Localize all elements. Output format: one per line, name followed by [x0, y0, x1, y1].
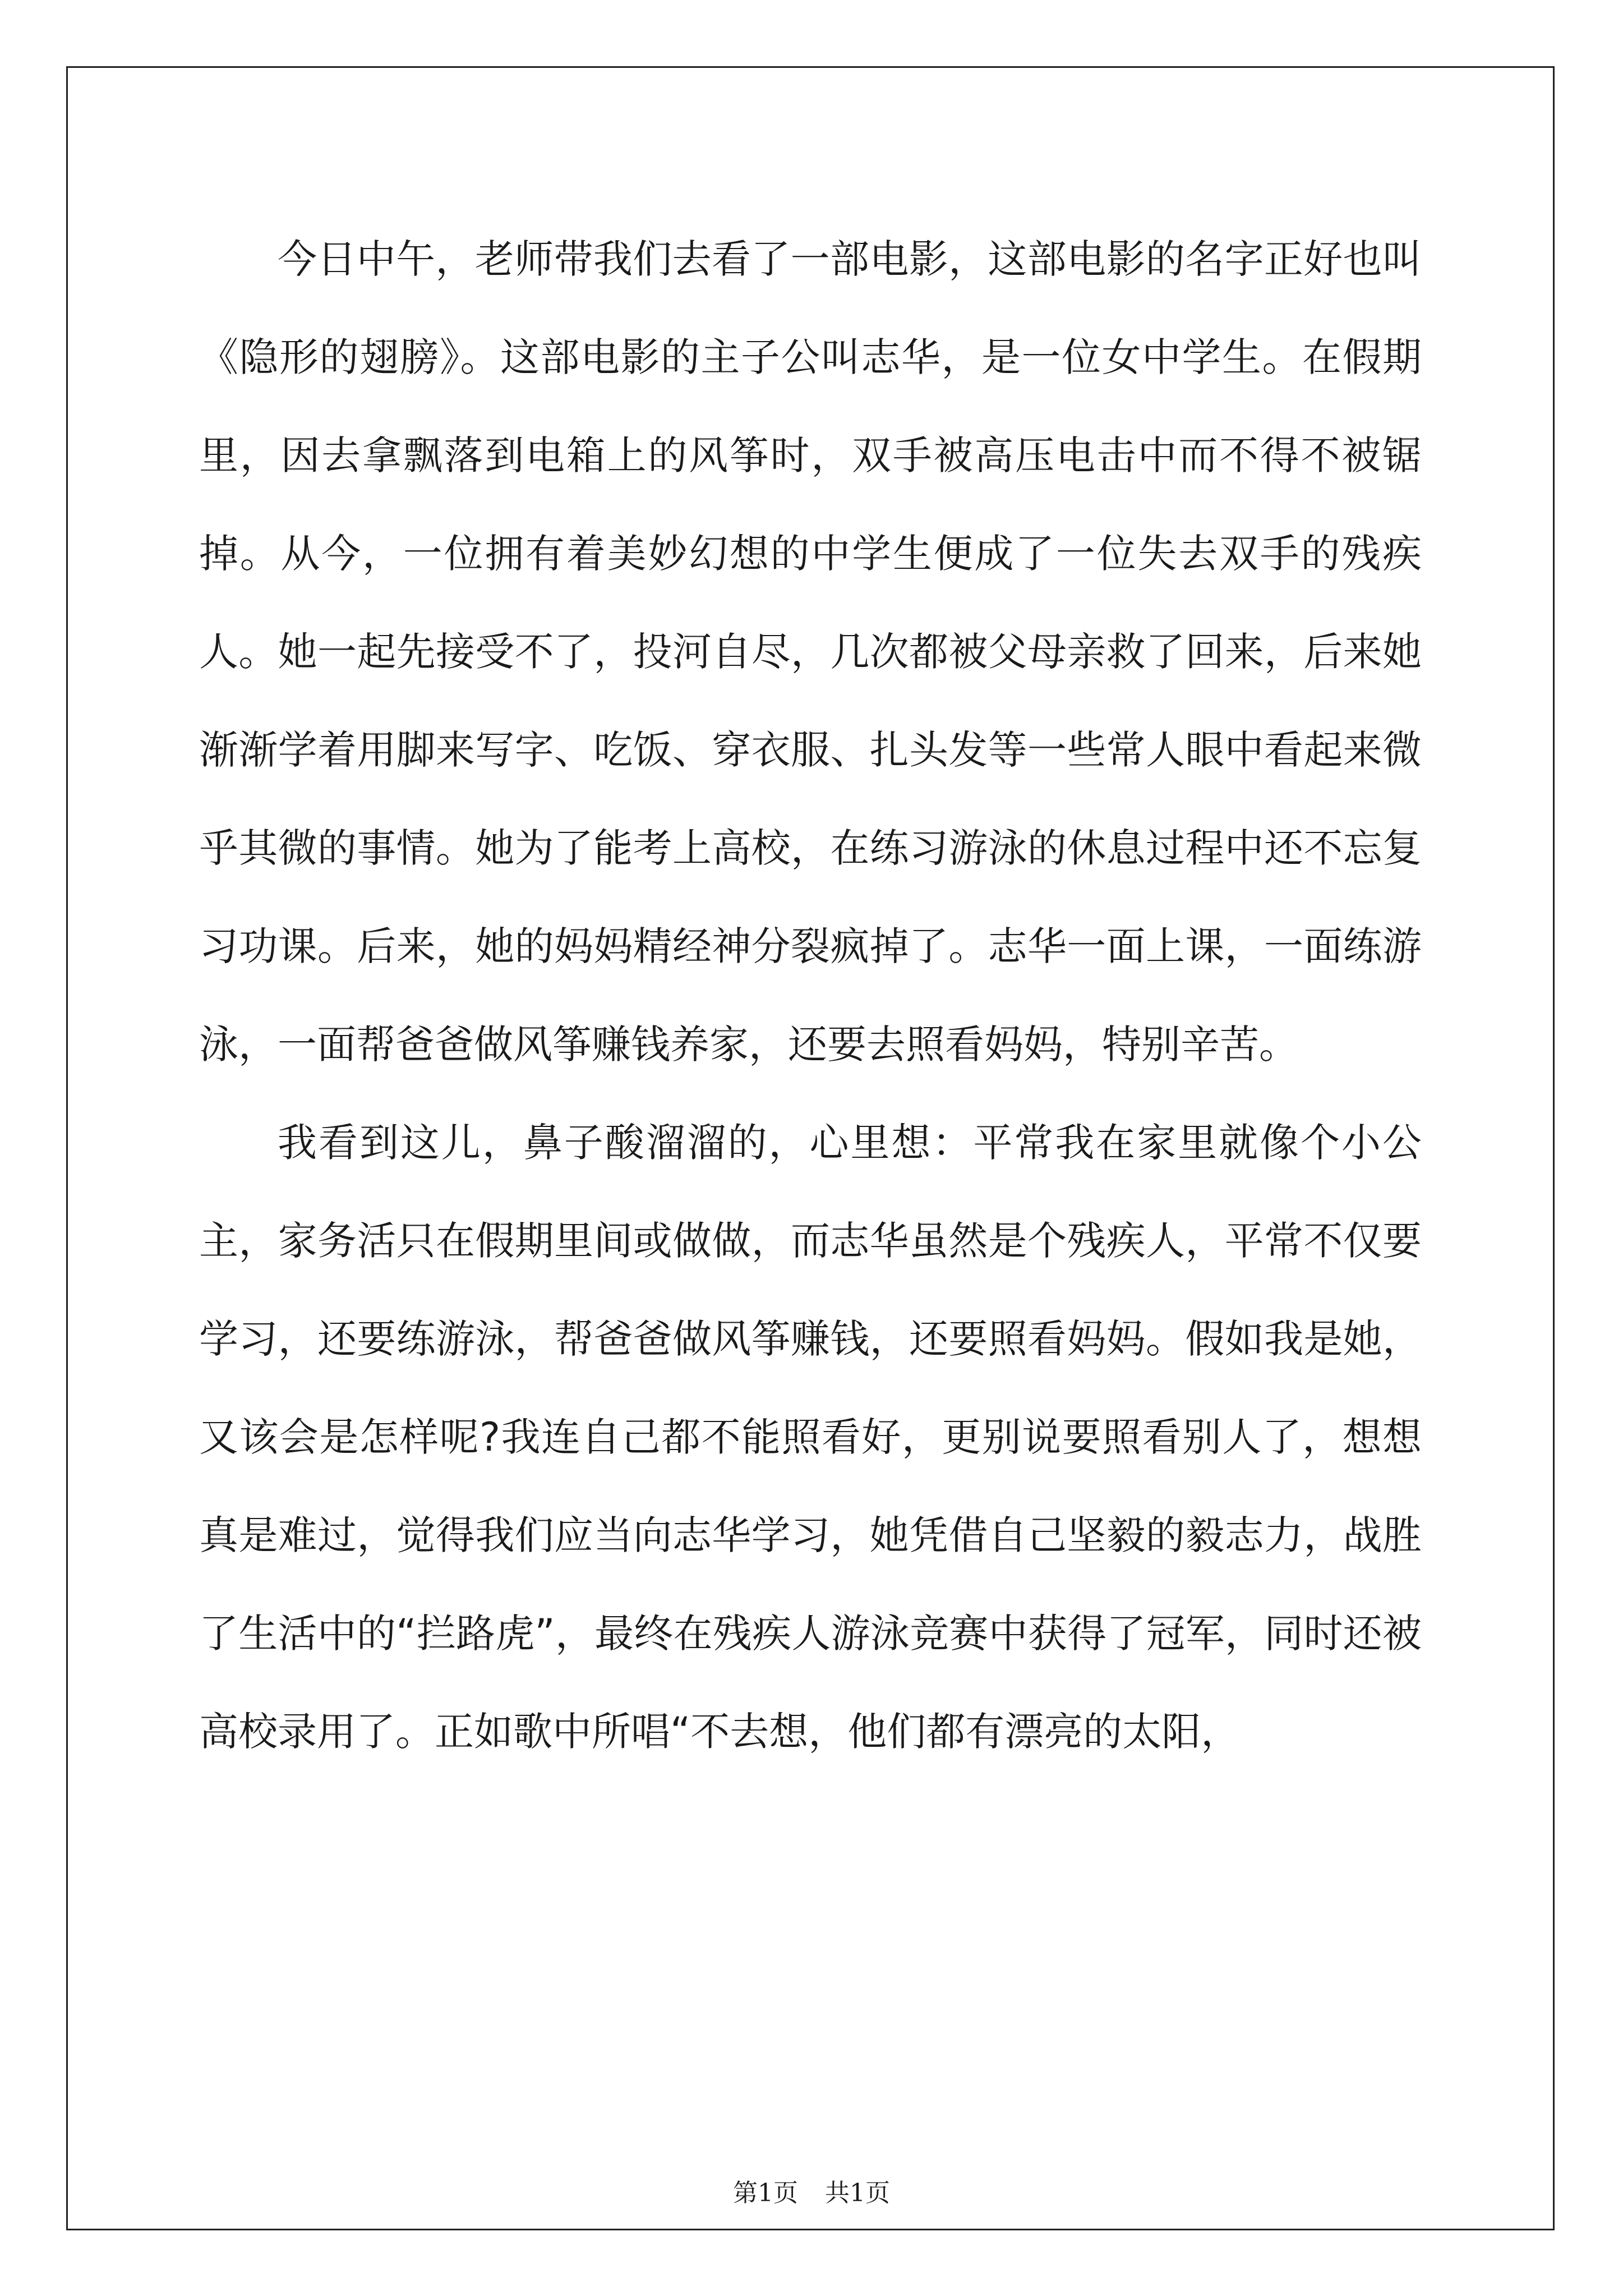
page-total: 共1页 [825, 2179, 890, 2207]
page-footer [0, 2177, 1623, 2210]
page-number: 第1页 [733, 2179, 798, 2207]
paragraph-2: 我看到这儿，鼻子酸溜溜的，心里想：平常我在家里就像个小公主，家务活只在假期里间或做做，而志华虽然是个残疾人，平常不仅要学习，还要练游泳，帮爸爸做风筝赚钱，还要照看妈妈。假如我是她，又该会是怎样呢?我连自己都不能照看好，更别说要照看别人了，想想真是难过，觉得我们应当向志华学习，她凭借自己坚毅的毅志力，战胜了生活中的“拦路虎”，最终在残疾人游泳竞赛中获得了冠军，同时还被高校录用了。正如歌中所唱“不去想，他们都有漂亮的太阳， [199, 1120, 1422, 1755]
document-body [199, 210, 1422, 1781]
paragraph-1: 今日中午，老师带我们去看了一部电影，这部电影的名字正好也叫《隐形的翅膀》。这部电影的主子公叫志华，是一位女中学生。在假期里，因去拿飘落到电箱上的风筝时，双手被高压电击中而不得不被锯掉。从今，一位拥有着美妙幻想的中学生便成了一位失去双手的残疾人。她一起先接受不了，投河自尽，几次都被父母亲救了回来，后来她渐渐学着用脚来写字、吃饭、穿衣服、扎头发等一些常人眼中看起来微乎其微的事情。她为了能考上高校，在练习游泳的休息过程中还不忘复习功课。后来，她的妈妈精经神分裂疯掉了。志华一面上课，一面练游泳，一面帮爸爸做风筝赚钱养家，还要去照看妈妈，特别辛苦。 [199, 236, 1422, 1068]
